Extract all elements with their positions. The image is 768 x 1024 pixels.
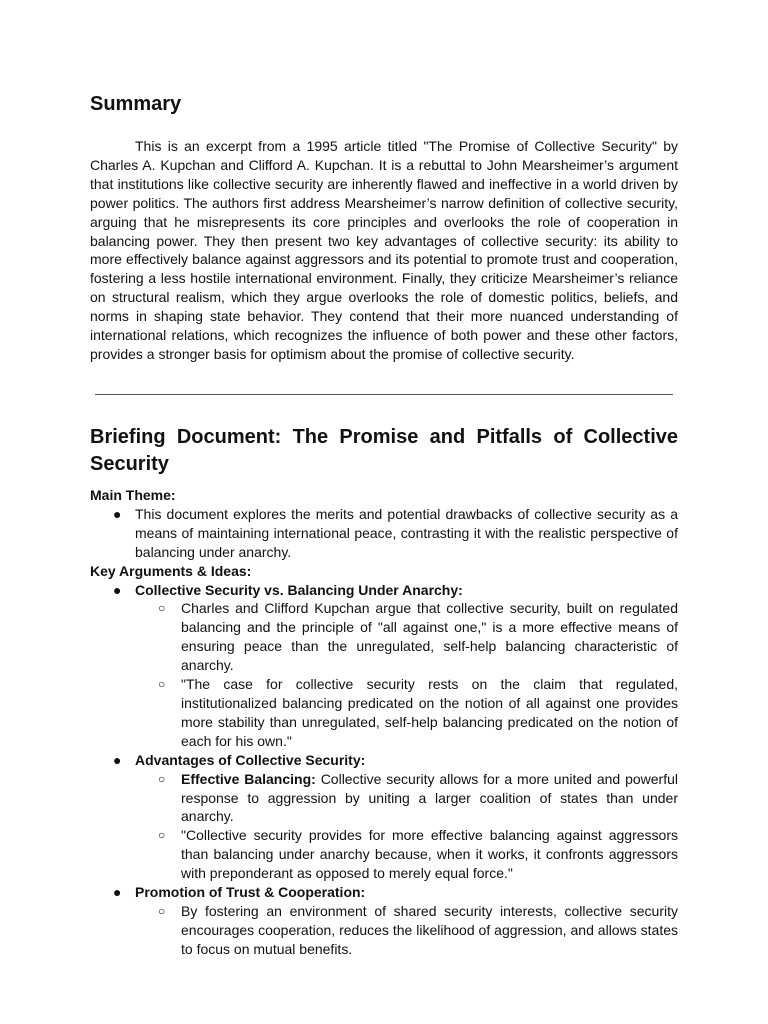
- list-item: [90, 826, 678, 883]
- sub-item-text: [181, 770, 678, 827]
- main-theme-list: [90, 505, 678, 562]
- main-theme-text: This document explores the merits and potential drawbacks of collective security as a means of maintaining international peace, contrasting it with the realistic perspective of balancing under anarchy.: [135, 505, 678, 560]
- list-item: [90, 883, 678, 959]
- sub-list: [90, 599, 678, 750]
- sub-item-text: "The case for collective security rests on the claim that regulated, institutionalized balancing predicated on the notion of all against one provides more stability than unregulated, self-help balancing predicated on the notion of each for his own.": [181, 676, 678, 749]
- sub-item-text: Charles and Clifford Kupchan argue that collective security, built on regulated balancing and the principle of "all against one," is a more effective means of ensuring peace than the unregulated, self-help balancing characteristic of anarchy.: [181, 600, 678, 674]
- briefing-title: Briefing Document: The Promise and Pitfalls of Collective Security: [90, 426, 678, 475]
- sub-item-lead-rest: Collective security allows for a more united and powerful response to aggression by uniting a larger coalition of states than under anarchy.: [181, 770, 678, 825]
- briefing-body: [90, 486, 678, 959]
- summary-title: Summary: [90, 93, 182, 115]
- sub-list: [90, 902, 678, 959]
- bullet-icon: ●: [113, 751, 122, 768]
- hollow-bullet-icon: ○: [158, 601, 166, 616]
- sub-item-text: By fostering an environment of shared security interests, collective security encourages cooperation, reduces the likelihood of aggression, and allows states to focus on mutual benefits.: [181, 902, 678, 957]
- bullet-icon: ●: [113, 581, 122, 598]
- main-theme-label: Main Theme:: [90, 487, 176, 503]
- key-arguments-list: [90, 581, 678, 959]
- bullet-icon: ●: [113, 884, 122, 901]
- summary-paragraph: This is an excerpt from a 1995 article titled "The Promise of Collective Security" by Charles A. Kupchan and Clifford A. Kupchan. It is a rebuttal to John Mearsheimer’s argument that institutions like collective security are inherently flawed and ineffective in a world driven by power politics. The authors first address Mearsheimer’s narrow definition of collective security, arguing that he misrepresents its core principles and overlooks the role of cooperation in balancing power. They then present two key advantages of collective security: its ability to more effectively balance against aggressors and its potential to promote trust and cooperation, fostering a less hostile international environment. Finally, they criticize Mearsheimer’s reliance on structural realism, which they argue overlooks the role of domestic politics, beliefs, and norms in shaping state behavior. They contend that their more nuanced understanding of international relations, which recognizes the influence of both power and these other factors, provides a stronger basis for optimism about the promise of collective security.: [90, 138, 678, 362]
- section-heading: Promotion of Trust & Cooperation:: [135, 884, 366, 901]
- hollow-bullet-icon: ○: [158, 771, 166, 786]
- hollow-bullet-icon: ○: [158, 677, 166, 692]
- list-item: [90, 599, 678, 675]
- bullet-icon: ●: [113, 505, 122, 522]
- sub-list: [90, 770, 678, 883]
- list-item: [90, 902, 678, 959]
- list-item: [90, 675, 678, 751]
- hollow-bullet-icon: ○: [158, 828, 166, 843]
- sub-item-text: "Collective security provides for more effective balancing against aggressors than balancing under anarchy because, when it works, it confronts aggressors with preponderant as opposed to merely equal force.": [181, 827, 678, 882]
- section-heading: Advantages of Collective Security:: [135, 751, 366, 768]
- list-item: [90, 581, 678, 751]
- list-item: [90, 505, 678, 562]
- horizontal-divider: [95, 394, 673, 395]
- list-item: [90, 770, 678, 827]
- list-item: [90, 751, 678, 883]
- section-heading: Collective Security vs. Balancing Under Anarchy:: [135, 581, 463, 598]
- hollow-bullet-icon: ○: [158, 903, 166, 918]
- key-arguments-label: Key Arguments & Ideas:: [90, 562, 252, 579]
- sub-item-lead: Effective Balancing:: [181, 770, 316, 787]
